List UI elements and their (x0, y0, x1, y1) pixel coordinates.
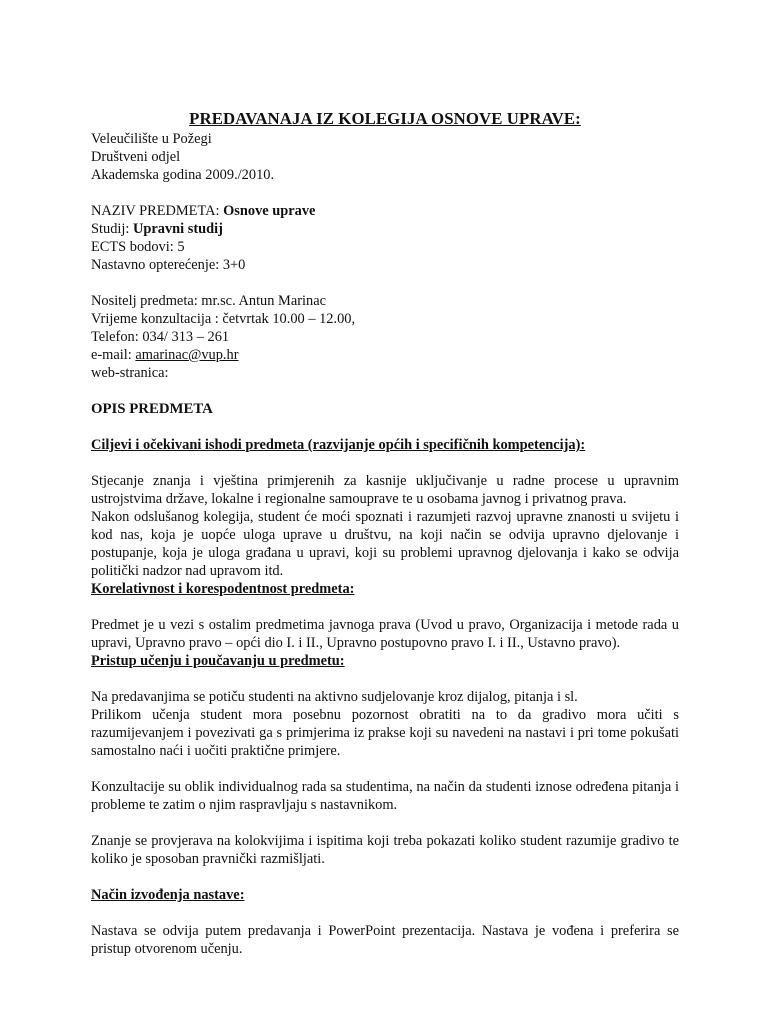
method-paragraph: Nastava se odvija putem predavanja i PowerPoint prezentacija. Nastava je vođena i preferira se pristup otvorenom učenju. (91, 923, 679, 957)
course-name-value: Osnove uprave (223, 203, 316, 219)
goals-paragraph-1: Stjecanje znanja i vještina primjerenih za kasnije uključivanje u radne procese u upravnim ustrojstvima države, lokalne i regionalne samouprave te u osobama javnog i privatnog prava. (91, 473, 679, 507)
approach-paragraph-4: Znanje se provjerava na kolokvijima i ispitima koji treba pokazati koliko student razumije gradivo te koliko je sposoban pravnički razmišljati. (91, 833, 679, 867)
spacer (91, 760, 679, 778)
approach-paragraph-3: Konzultacije su oblik individualnog rada sa studentima, na način da studenti iznose određena pitanja i probleme te zatim o njim raspravljaju s nastavnikom. (91, 779, 679, 813)
goals-paragraph-2: Nakon odslušanog kolegija, student će moći spoznati i razumjeti razvoj upravne znanosti u svijetu i kod nas, koja je uopće uloga uprave u društvu, na koji način se odvija upravno djelovanje i postupanje, koja je uloga građana u upravi, koji su problemi upravnog djelovanja i kako se odvija politički nadzor nad upravom itd. (91, 509, 679, 579)
spacer (91, 814, 679, 832)
spacer (91, 868, 679, 886)
spacer (91, 598, 679, 616)
course-name-line (91, 202, 679, 220)
correlation-heading: Korelativnost i korespodentnost predmeta: (91, 581, 355, 597)
consultation-line: Vrijeme konzultacija : četvrtak 10.00 – 12.00, (91, 311, 356, 327)
section-opis-heading: OPIS PREDMETA (91, 401, 213, 417)
course-name-label: NAZIV PREDMETA: (91, 203, 224, 219)
spacer (91, 184, 679, 202)
approach-paragraph-2: Prilikom učenja student mora posebnu pozornost obratiti na to da gradivo mora učiti s razumijevanjem i povezivati ga s primjerima iz prakse koji su navedeni na nastavi i pri tome pokušati samostalno naći i uočiti praktične primjere. (91, 707, 679, 759)
spacer (91, 274, 679, 292)
study-value: Upravni studij (133, 221, 223, 237)
email-line (91, 346, 679, 364)
document-page (91, 108, 679, 958)
academic-year-line: Akademska godina 2009./2010. (91, 167, 275, 183)
study-line (91, 220, 679, 238)
method-heading: Način izvođenja nastave: (91, 887, 245, 903)
spacer (91, 454, 679, 472)
spacer (91, 670, 679, 688)
approach-paragraph-1: Na predavanjima se potiču studenti na aktivno sudjelovanje kroz dijalog, pitanja i sl. (91, 689, 578, 705)
spacer (91, 382, 679, 400)
email-link[interactable]: amarinac@vup.hr (135, 347, 239, 363)
email-label: e-mail: (91, 347, 136, 363)
institution-line: Veleučilište u Požegi (91, 131, 212, 147)
spacer (91, 904, 679, 922)
study-label: Studij: (91, 221, 133, 237)
department-line: Društveni odjel (91, 149, 181, 165)
document-title: PREDAVANAJA IZ KOLEGIJA OSNOVE UPRAVE: (189, 109, 581, 128)
ects-line: ECTS bodovi: 5 (91, 239, 185, 255)
goals-heading: Ciljevi i očekivani ishodi predmeta (razvijanje općih i specifičnih kompetencija): (91, 437, 586, 453)
holder-line: Nositelj predmeta: mr.sc. Antun Marinac (91, 293, 326, 309)
spacer (91, 418, 679, 436)
website-line: web-stranica: (91, 365, 169, 381)
approach-heading: Pristup učenju i poučavanju u predmetu: (91, 653, 345, 669)
phone-line: Telefon: 034/ 313 – 261 (91, 329, 230, 345)
correlation-paragraph: Predmet je u vezi s ostalim predmetima javnoga prava (Uvod u pravo, Organizacija i metode rada u upravi, Upravno pravo – opći dio I. i II., Upravno postupovno pravo I. i II., Ustavno pravo). (91, 617, 679, 651)
load-line: Nastavno opterećenje: 3+0 (91, 257, 246, 273)
